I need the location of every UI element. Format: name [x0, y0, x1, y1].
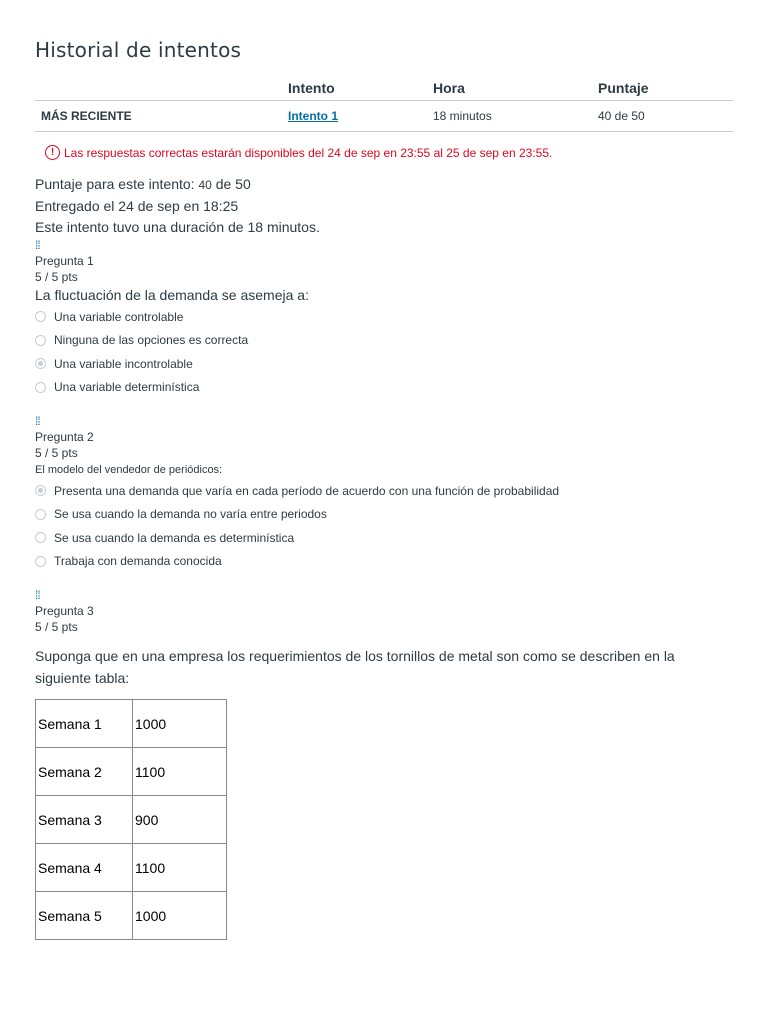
answer-option: [35, 503, 733, 527]
answer-label: Se usa cuando la demanda no varía entre periodos: [54, 507, 327, 522]
header-empty: [35, 76, 282, 101]
answer-option: [35, 376, 733, 400]
attempts-table: [35, 76, 733, 132]
week-cell: Semana 2: [36, 748, 133, 796]
question-2: [35, 413, 733, 573]
value-cell: 1100: [133, 844, 227, 892]
attempt-link[interactable]: Intento 1: [288, 109, 338, 123]
radio-icon: [35, 556, 46, 567]
value-cell: 1000: [133, 700, 227, 748]
answer-label: Una variable determinística: [54, 380, 200, 395]
requirements-table: [35, 699, 227, 940]
answer-label: Una variable incontrolable: [54, 356, 193, 371]
attempt-recent-label: MÁS RECIENTE: [35, 101, 282, 132]
answer-label: Presenta una demanda que varía en cada período de acuerdo con una función de probabilidad: [54, 483, 560, 498]
availability-notice: [45, 145, 552, 160]
table-row: [36, 892, 227, 940]
submitted-line: Entregado el 24 de sep en 18:25: [35, 198, 239, 214]
answer-option-selected: [35, 352, 733, 376]
attempts-header-row: [35, 76, 733, 101]
warning-icon: !: [45, 145, 60, 160]
question-text: Suponga que en una empresa los requerimientos de los tornillos de metal son como se describen en la siguiente tabla:: [35, 648, 675, 686]
value-cell: 900: [133, 796, 227, 844]
attempt-summary: [35, 174, 320, 238]
attempt-row: [35, 101, 733, 132]
drag-handle-icon[interactable]: ⁞⁞: [35, 414, 40, 428]
answer-option: [35, 329, 733, 353]
drag-handle-icon[interactable]: ⁞⁞: [35, 238, 40, 252]
notice-text: Las respuestas correctas estarán disponibles del 24 de sep en 23:55 al 25 de sep en 23:55.: [64, 145, 553, 160]
question-title: Pregunta 3: [35, 604, 94, 618]
radio-selected-icon: [35, 358, 46, 369]
score-prefix: Puntaje para este intento:: [35, 176, 199, 192]
header-score: Puntaje: [592, 76, 733, 101]
week-cell: Semana 4: [36, 844, 133, 892]
score-suffix: de 50: [211, 176, 251, 192]
table-row: [36, 796, 227, 844]
week-cell: Semana 1: [36, 700, 133, 748]
answer-option: [35, 550, 733, 574]
question-title: Pregunta 1: [35, 254, 94, 268]
radio-icon: [35, 335, 46, 346]
answer-option: [35, 526, 733, 550]
answer-option-selected: [35, 479, 733, 503]
answer-label: Ninguna de las opciones es correcta: [54, 333, 249, 348]
week-cell: Semana 5: [36, 892, 133, 940]
answer-label: Una variable controlable: [54, 309, 184, 324]
page-title: Historial de intentos: [35, 38, 242, 62]
attempt-score: 40 de 50: [592, 101, 733, 132]
duration-line: Este intento tuvo una duración de 18 minutos.: [35, 219, 320, 235]
question-text: El modelo del vendedor de periódicos:: [35, 464, 223, 476]
header-attempt: Intento: [282, 76, 427, 101]
answer-option: [35, 305, 733, 329]
table-row: [36, 844, 227, 892]
attempt-time: 18 minutos: [427, 101, 592, 132]
attempt-cell: [282, 101, 427, 132]
answer-label: Se usa cuando la demanda es determinística: [54, 530, 295, 545]
header-time: Hora: [427, 76, 592, 101]
question-3: [35, 587, 733, 940]
radio-icon: [35, 311, 46, 322]
score-line: [35, 174, 320, 196]
question-points: 5 / 5 pts: [35, 446, 78, 460]
radio-selected-icon: [35, 485, 46, 496]
radio-icon: [35, 509, 46, 520]
value-cell: 1000: [133, 892, 227, 940]
drag-handle-icon[interactable]: ⁞⁞: [35, 588, 40, 602]
question-points: 5 / 5 pts: [35, 270, 78, 284]
table-row: [36, 700, 227, 748]
answer-label: Trabaja con demanda conocida: [54, 554, 222, 569]
question-1: [35, 237, 733, 399]
week-cell: Semana 3: [36, 796, 133, 844]
radio-icon: [35, 532, 46, 543]
score-value: 40: [198, 178, 212, 192]
table-row: [36, 748, 227, 796]
radio-icon: [35, 382, 46, 393]
question-title: Pregunta 2: [35, 430, 94, 444]
question-text: La fluctuación de la demanda se asemeja a:: [35, 287, 309, 303]
question-points: 5 / 5 pts: [35, 620, 78, 634]
value-cell: 1100: [133, 748, 227, 796]
